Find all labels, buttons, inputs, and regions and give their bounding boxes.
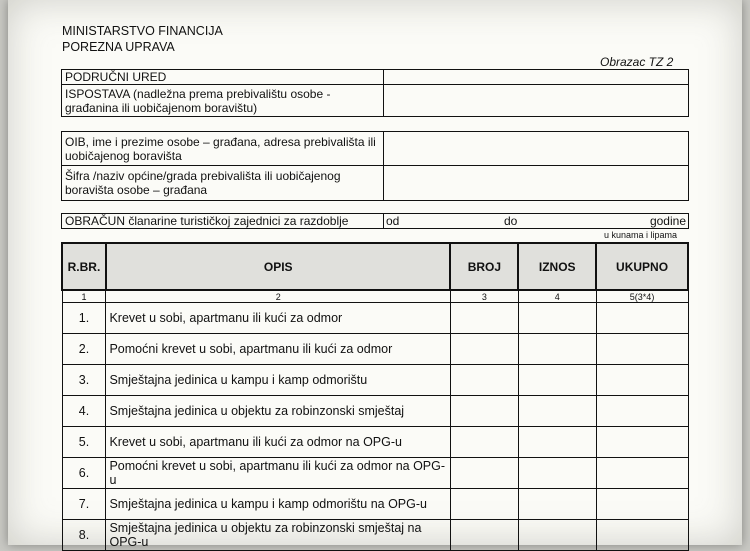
table-row — [62, 303, 688, 334]
header-broj: BROJ — [450, 243, 518, 290]
iznos-cell[interactable] — [518, 303, 596, 334]
table-row — [62, 365, 688, 396]
tax-authority-name: POREZNA UPRAVA — [62, 40, 175, 54]
ukupno-cell[interactable] — [596, 334, 688, 365]
ministry-name: MINISTARSTVO FINANCIJA — [62, 24, 223, 38]
col-number: 2 — [106, 290, 451, 303]
broj-cell[interactable] — [450, 520, 518, 551]
period-label: OBRAČUN članarine turističkoj zajednici za razdoblje — [62, 214, 384, 229]
row-number: 3. — [62, 365, 106, 396]
table-row — [62, 458, 688, 489]
currency-note: u kunama i lipama — [604, 230, 678, 240]
row-description: Pomoćni krevet u sobi, apartmanu ili kući za odmor na OPG-u — [106, 458, 451, 489]
row-description: Krevet u sobi, apartmanu ili kući za odmor na OPG-u — [106, 427, 451, 458]
row-description: Smještajna jedinica u objektu za robinzonski smještaj — [106, 396, 451, 427]
ukupno-cell[interactable] — [596, 458, 688, 489]
col-number: 5(3*4) — [596, 290, 688, 303]
branch-office-label: ISPOSTAVA (nadležna prema prebivalištu osobe - građanina ili uobičajenom boravištu) — [62, 85, 384, 117]
municipality-code-field[interactable] — [384, 166, 689, 201]
oib-field[interactable] — [384, 132, 689, 166]
iznos-cell[interactable] — [518, 427, 596, 458]
header-iznos: IZNOS — [518, 243, 596, 290]
branch-office-field[interactable] — [384, 85, 689, 117]
iznos-cell[interactable] — [518, 520, 596, 551]
table-row — [62, 334, 688, 365]
table-row — [62, 520, 688, 551]
ukupno-cell[interactable] — [596, 365, 688, 396]
col-number: 1 — [62, 290, 106, 303]
oib-label: OIB, ime i prezime osobe – građana, adresa prebivališta ili uobičajenog boravišta — [62, 132, 384, 166]
broj-cell[interactable] — [450, 365, 518, 396]
row-description: Krevet u sobi, apartmanu ili kući za odmor — [106, 303, 451, 334]
ukupno-cell[interactable] — [596, 396, 688, 427]
row-number: 1. — [62, 303, 106, 334]
row-description: Smještajna jedinica u kampu i kamp odmorištu — [106, 365, 451, 396]
office-table — [61, 69, 689, 117]
ukupno-cell[interactable] — [596, 489, 688, 520]
regional-office-field[interactable] — [384, 70, 689, 85]
regional-office-label: PODRUČNI URED — [62, 70, 384, 85]
period-from-label: od — [386, 214, 400, 228]
table-row — [62, 427, 688, 458]
row-description: Smještajna jedinica u objektu za robinzonski smještaj na OPG-u — [106, 520, 451, 551]
ukupno-cell[interactable] — [596, 303, 688, 334]
row-number: 8. — [62, 520, 106, 551]
iznos-cell[interactable] — [518, 489, 596, 520]
accommodation-table — [61, 242, 689, 551]
table-row — [62, 396, 688, 427]
iznos-cell[interactable] — [518, 458, 596, 489]
col-number: 4 — [518, 290, 596, 303]
broj-cell[interactable] — [450, 458, 518, 489]
form-code: Obrazac TZ 2 — [600, 55, 674, 69]
iznos-cell[interactable] — [518, 396, 596, 427]
broj-cell[interactable] — [450, 303, 518, 334]
row-number: 7. — [62, 489, 106, 520]
row-description: Pomoćni krevet u sobi, apartmanu ili kući za odmor — [106, 334, 451, 365]
row-number: 4. — [62, 396, 106, 427]
municipality-code-label: Šifra /naziv općine/grada prebivališta ili uobičajenog boravišta osobe – građana — [62, 166, 384, 201]
row-number: 2. — [62, 334, 106, 365]
iznos-cell[interactable] — [518, 334, 596, 365]
iznos-cell[interactable] — [518, 365, 596, 396]
form-sheet — [8, 0, 742, 549]
broj-cell[interactable] — [450, 334, 518, 365]
period-table — [61, 213, 689, 229]
broj-cell[interactable] — [450, 489, 518, 520]
person-table — [61, 131, 689, 201]
row-description: Smještajna jedinica u kampu i kamp odmorištu na OPG-u — [106, 489, 451, 520]
table-row — [62, 489, 688, 520]
period-year-label: godine — [649, 214, 686, 228]
ukupno-cell[interactable] — [596, 520, 688, 551]
row-number: 5. — [62, 427, 106, 458]
header-ukupno: UKUPNO — [596, 243, 688, 290]
header-opis: OPIS — [106, 243, 451, 290]
row-number: 6. — [62, 458, 106, 489]
period-field[interactable] — [384, 214, 689, 229]
broj-cell[interactable] — [450, 427, 518, 458]
broj-cell[interactable] — [450, 396, 518, 427]
ukupno-cell[interactable] — [596, 427, 688, 458]
period-to-label: do — [504, 214, 518, 228]
col-number: 3 — [450, 290, 518, 303]
header-rbr: R.BR. — [62, 243, 106, 290]
